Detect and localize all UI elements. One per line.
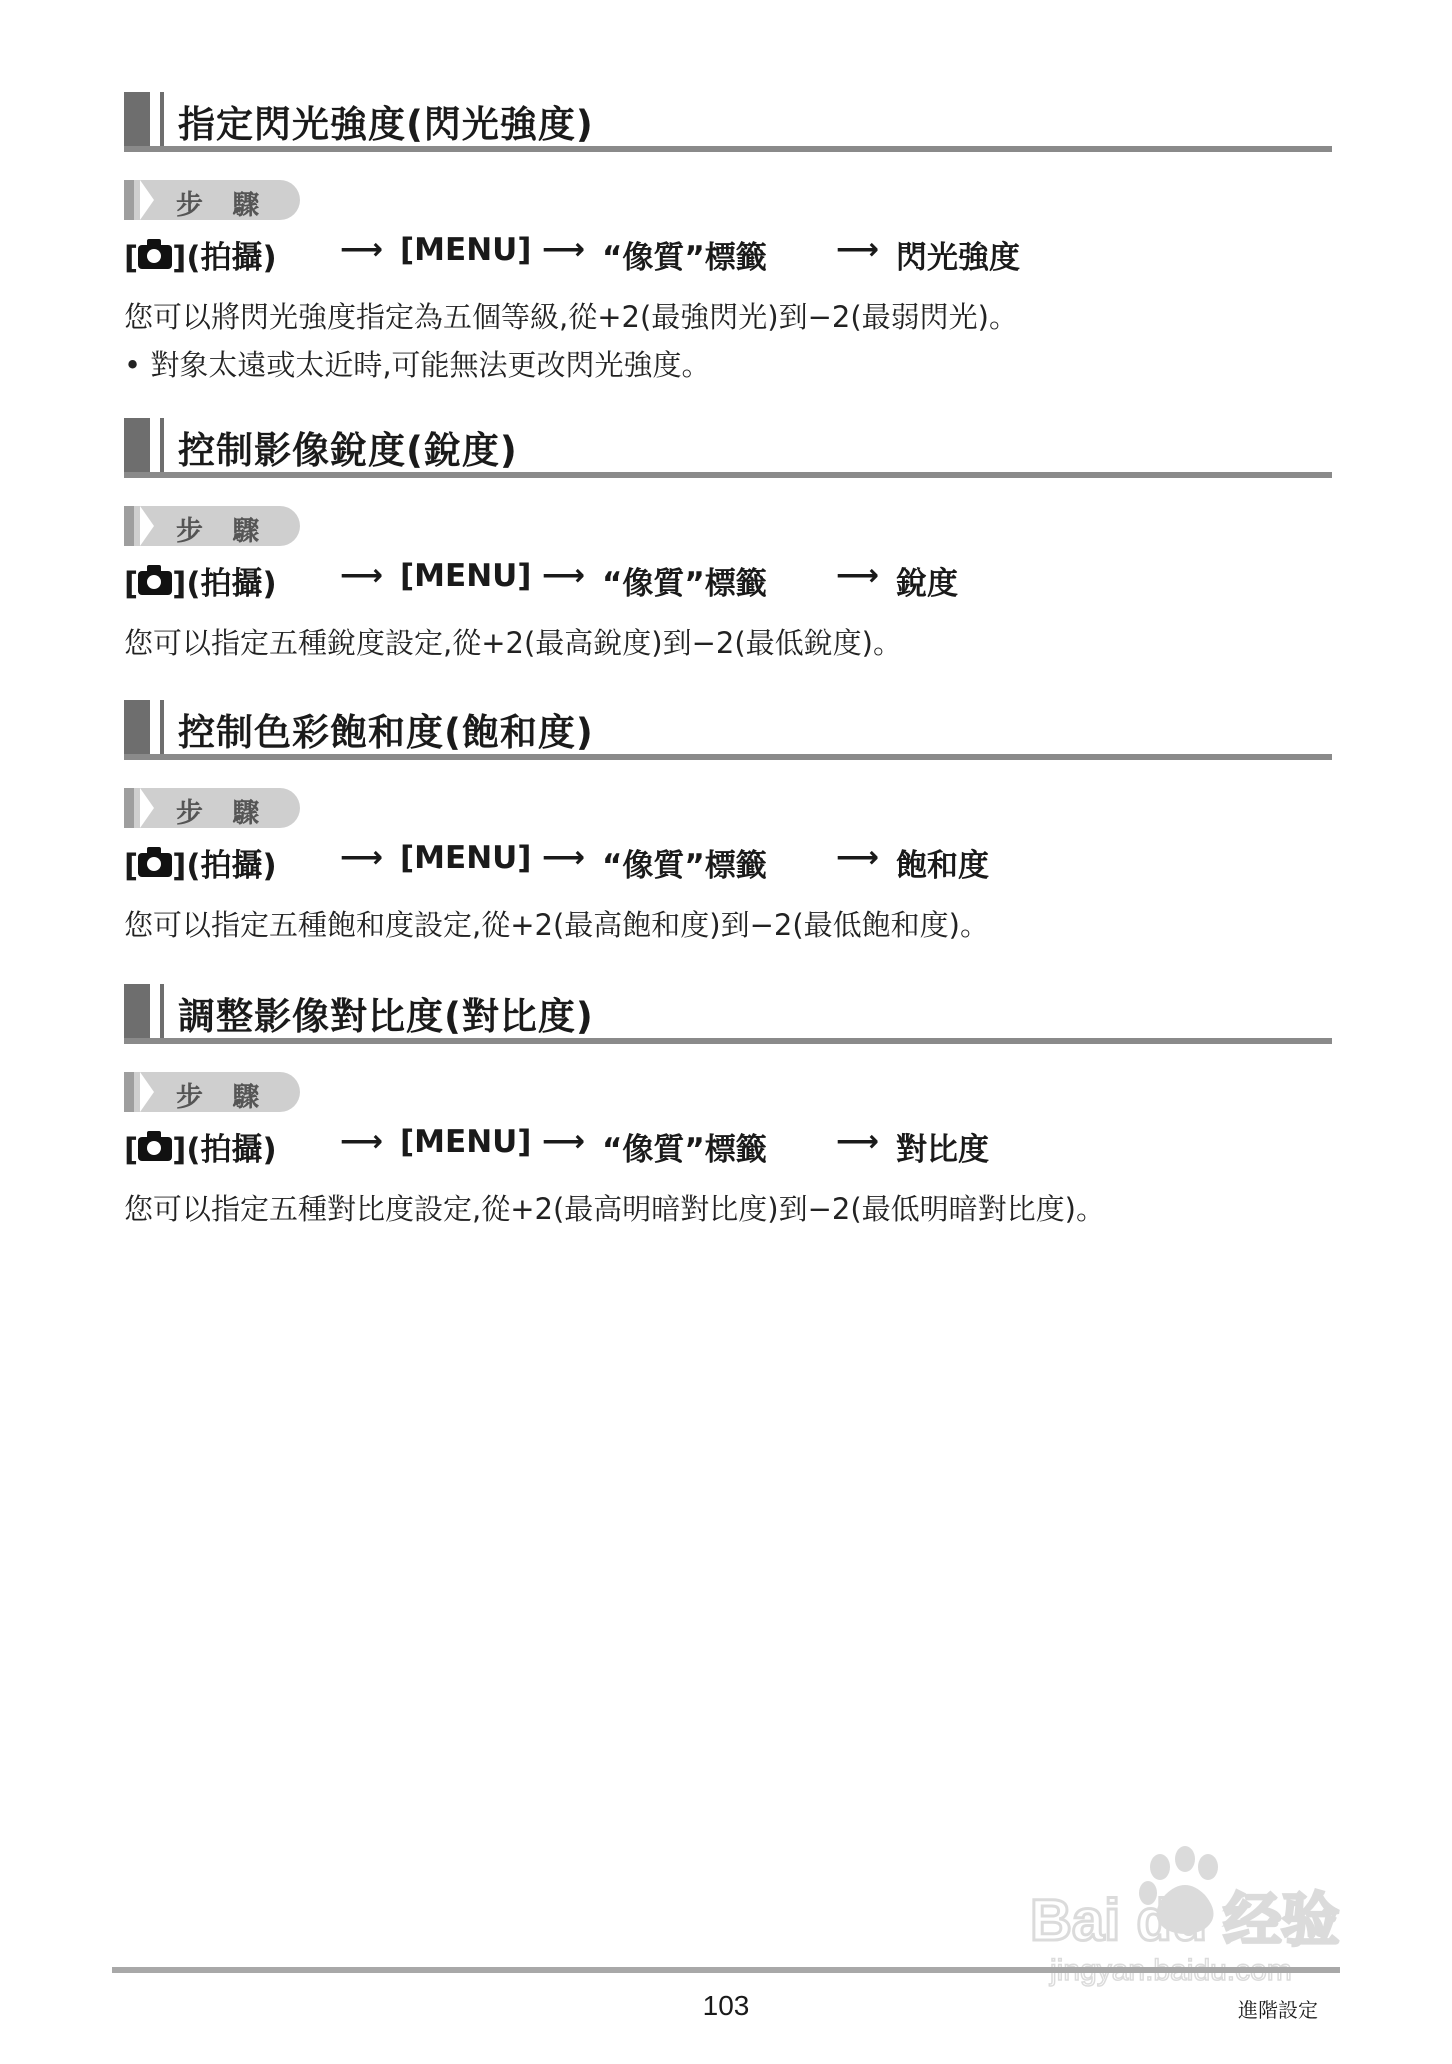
- arrow-right-icon: ⟶: [542, 558, 584, 593]
- camera-icon: [138, 245, 172, 269]
- camera-mode-bracket: [ ](拍攝): [124, 566, 277, 602]
- step-label: 步 驟: [176, 516, 270, 547]
- heading-title: 調整影像對比度(對比度): [178, 995, 594, 1038]
- page-number: 103: [702, 1990, 750, 2021]
- arrow-right-icon: ⟶: [836, 232, 878, 267]
- arrow-right-icon: ⟶: [340, 1124, 382, 1159]
- section-contrast: [124, 984, 1332, 1226]
- description: 您可以指定五種對比度設定,從+2(最高明暗對比度)到−2(最低明暗對比度)。: [124, 1192, 1105, 1226]
- arrow-right-icon: ⟶: [340, 232, 382, 267]
- heading-bar-thin: [160, 92, 164, 148]
- section-heading: [124, 418, 1332, 480]
- target-setting: 閃光強度: [896, 240, 1020, 276]
- heading-bar: [124, 984, 150, 1040]
- arrow-right-icon: ⟶: [340, 558, 382, 593]
- camera-mode-bracket: [ ](拍攝): [124, 240, 277, 276]
- step-badge: [124, 180, 300, 220]
- menu-key: [MENU]: [400, 1124, 532, 1160]
- step-badge: [124, 788, 300, 828]
- step-label: 步 驟: [176, 1082, 270, 1113]
- tab-name: “像質”標籤: [602, 848, 767, 884]
- section-heading: [124, 92, 1332, 154]
- tab-name: “像質”標籤: [602, 566, 767, 602]
- arrow-right-icon: ⟶: [836, 558, 878, 593]
- step-badge: [124, 1072, 300, 1112]
- tab-name: “像質”標籤: [602, 1132, 767, 1168]
- heading-bar: [124, 92, 150, 148]
- arrow-right-icon: ⟶: [542, 1124, 584, 1159]
- section-saturation: [124, 700, 1332, 942]
- camera-icon: [138, 853, 172, 877]
- footer-section-label: 進階設定: [1238, 1998, 1318, 2022]
- section-heading: [124, 984, 1332, 1046]
- arrow-right-icon: ⟶: [836, 840, 878, 875]
- tab-name: “像質”標籤: [602, 240, 767, 276]
- section-sharpness: [124, 418, 1332, 660]
- svg-text:Bai du 经验: Bai du 经验: [1030, 1888, 1340, 1953]
- target-setting: 對比度: [896, 1132, 989, 1168]
- menu-key: [MENU]: [400, 558, 532, 594]
- section-flash-intensity: [124, 92, 1332, 382]
- heading-title: 控制色彩飽和度(飽和度): [178, 711, 594, 754]
- heading-bar: [124, 700, 150, 756]
- step-label: 步 驟: [176, 190, 270, 221]
- heading-bar-thin: [160, 984, 164, 1040]
- arrow-right-icon: ⟶: [542, 232, 584, 267]
- arrow-right-icon: ⟶: [340, 840, 382, 875]
- camera-mode-bracket: [ ](拍攝): [124, 848, 277, 884]
- target-setting: 飽和度: [896, 848, 989, 884]
- camera-icon: [138, 571, 172, 595]
- arrow-right-icon: ⟶: [542, 840, 584, 875]
- heading-title: 控制影像銳度(銳度): [178, 429, 518, 472]
- heading-title: 指定閃光強度(閃光強度): [178, 103, 594, 146]
- step-label: 步 驟: [176, 798, 270, 829]
- menu-key: [MENU]: [400, 840, 532, 876]
- camera-mode-bracket: [ ](拍攝): [124, 1132, 277, 1168]
- target-setting: 銳度: [896, 566, 958, 602]
- arrow-right-icon: ⟶: [836, 1124, 878, 1159]
- heading-bar-thin: [160, 700, 164, 756]
- section-heading: [124, 700, 1332, 762]
- description: 您可以指定五種銳度設定,從+2(最高銳度)到−2(最低銳度)。: [124, 626, 902, 660]
- bullet-note: • 對象太遠或太近時,可能無法更改閃光強度。: [124, 348, 711, 382]
- camera-icon: [138, 1137, 172, 1161]
- heading-bar-thin: [160, 418, 164, 474]
- heading-bar: [124, 418, 150, 474]
- step-badge: [124, 506, 300, 546]
- description: 您可以指定五種飽和度設定,從+2(最高飽和度)到−2(最低飽和度)。: [124, 908, 989, 942]
- footer-divider: [112, 1967, 1340, 1973]
- description: 您可以將閃光強度指定為五個等級,從+2(最強閃光)到−2(最弱閃光)。: [124, 300, 1018, 334]
- menu-key: [MENU]: [400, 232, 532, 268]
